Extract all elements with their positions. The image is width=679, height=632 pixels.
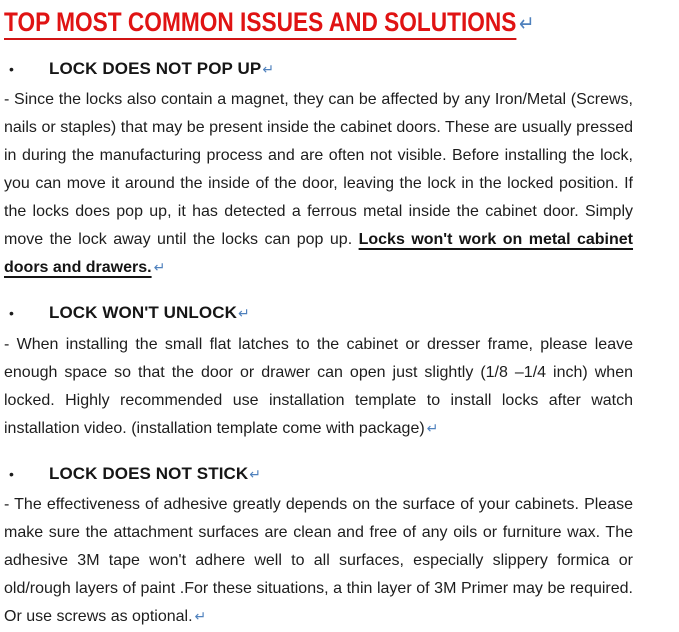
bullet-icon: •: [9, 61, 14, 78]
paragraph-mark-icon: ↵: [249, 466, 262, 483]
section-body: [4, 491, 633, 631]
section-lock-does-not-pop-up: [4, 58, 633, 282]
section-body-text: - When installing the small flat latches to the cabinet or dresser frame, please leave enough space so that the door or drawer can open just slightly (1/8 –1/4 inch) when locked. Highly recommended use installation template to install locks after watch installation video. (installation template come with package): [4, 335, 633, 437]
section-heading-label: LOCK WON'T UNLOCK: [49, 303, 237, 323]
section-heading-label: LOCK DOES NOT POP UP: [49, 59, 262, 79]
page-title: [4, 6, 633, 38]
bullet-icon: •: [9, 465, 14, 482]
page-title-wrap: [4, 6, 534, 38]
section-lock-wont-unlock: [4, 302, 633, 442]
section-body-text: - Since the locks also contain a magnet, they can be affected by any Iron/Metal (Screws, nails or staples) that may be present inside the cabinet doors. These are usually pressed in during the manufacturing process and are often not visible. Before installing the lock, you can move it around the inside of the door, leaving the lock in the locked position. If the locks does pop up, it has detected a ferrous metal inside the cabinet door. Simply move the lock away until the locks can pop up.: [4, 91, 633, 249]
paragraph-mark-icon: ↵: [262, 62, 275, 79]
paragraph-mark-icon: ↵: [518, 12, 535, 37]
paragraph-mark-icon: ↵: [194, 608, 207, 625]
section-heading-row: [4, 302, 633, 324]
paragraph-mark-icon: ↵: [153, 260, 166, 277]
emphasis-text: Locks won't work on metal cabinet doors and drawers.: [4, 231, 634, 277]
paragraph-mark-icon: ↵: [426, 420, 439, 437]
section-heading: [49, 302, 250, 324]
page-title-text: TOP MOST COMMON ISSUES AND SOLUTIONS: [4, 7, 516, 40]
section-body-text: - The effectiveness of adhesive greatly depends on the surface of your cabinets. Please make sure the attachment surfaces are clean and free of any oils or furniture wax. The adhesive 3M tape won't adhere well to all surfaces, especially slippery formica or old/rough layers of paint .For these situations, a thin layer of 3M Primer may be required. Or use screws as optional.: [4, 495, 633, 625]
bullet-icon: •: [9, 305, 14, 322]
section-lock-does-not-stick: [4, 463, 633, 631]
section-heading-row: [4, 463, 633, 485]
section-heading: [49, 58, 274, 80]
section-body: [4, 331, 633, 443]
section-heading-label: LOCK DOES NOT STICK: [49, 463, 249, 483]
section-body: [4, 86, 633, 282]
paragraph-mark-icon: ↵: [238, 306, 250, 323]
section-heading-row: [4, 58, 633, 80]
section-heading: [49, 463, 261, 485]
